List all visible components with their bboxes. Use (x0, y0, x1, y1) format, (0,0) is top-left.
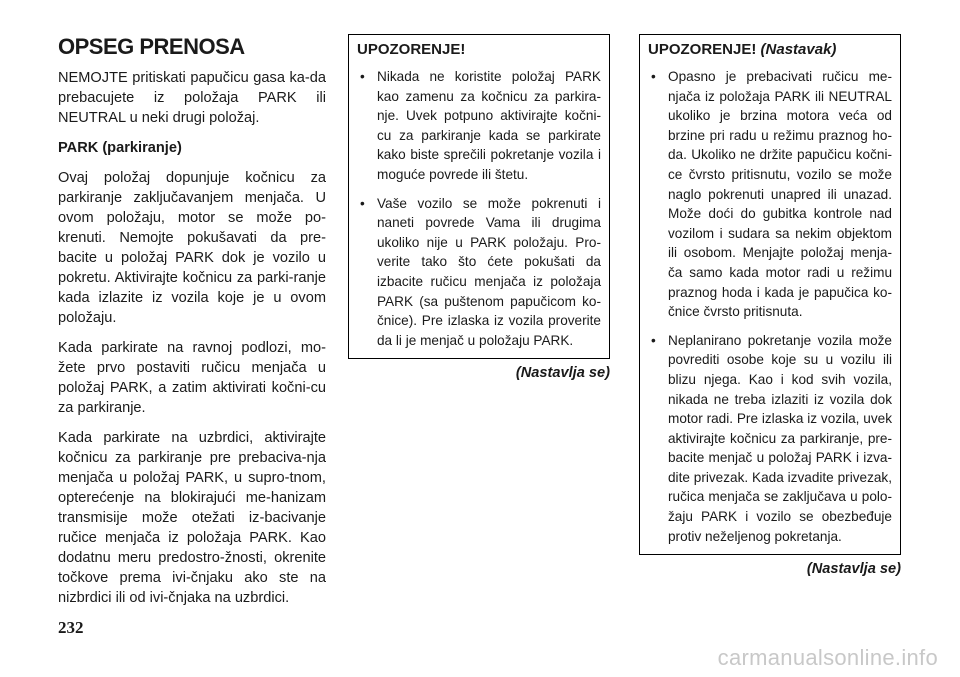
continued-note: (Nastavlja se) (515, 365, 610, 382)
intro-paragraph: NEMOJTE pritiskati papučicu gasa ka-da prebacujete iz položaja PARK ili NEUTRAL u neki drugi položaj. (58, 70, 326, 126)
warning-title (648, 39, 892, 61)
warning-list (648, 67, 892, 546)
warning-item (357, 194, 601, 351)
bullet-icon: • (360, 195, 365, 211)
left-column (58, 34, 326, 618)
continued-note: (Nastavlja se) (806, 561, 901, 578)
body-paragraph: Ovaj položaj dopunjuje kočnicu za parkiranje zaključavanjem menjača. U ovom položaju, motor se može po-krenuti. Nemojte pokušavati da pre-bacite u položaj PARK dok je vozilo u pokretu. Aktivirajte kočnicu za parki-ranje kada izlazite iz vozila koje je u ovom položaju. (58, 170, 326, 326)
warning-item-text: Neplanirano pokretanje vozila može povrediti osobe koje su u vozilu ili blizu njega. Kao i kod svih vozila, nikada ne treba izlaziti iz vozila dok motor radi. Pre izlaska iz vozila, uvek aktivirajte kočnicu za parkiranje, pre-bacite menjač u položaj PARK i izva-dite privezak. Kada izvadite privezak, ručica menjača se zaključava u polo-žaju PARK i vozilo se obezbeđuje protiv neželjenog pokretanja. (668, 332, 892, 544)
warning-box-continued (639, 34, 901, 555)
warning-title-suffix: (Nastavak) (760, 41, 837, 58)
middle-column (348, 34, 610, 383)
warning-item-text: Nikada ne koristite položaj PARK kao zamenu za kočnicu za parkira-nje. Uvek potpuno aktivirajte kočni-cu za parkiranje kada se parkirate kako biste sprečili pokretanje vozila i moguće povrede ili štetu. (377, 69, 601, 182)
bullet-icon: • (651, 332, 656, 348)
warning-title-text: UPOZORENJE! (357, 41, 466, 58)
warning-item (648, 67, 892, 322)
warning-title (357, 39, 601, 61)
bullet-icon: • (651, 69, 656, 84)
right-column (639, 34, 901, 579)
section-heading: OPSEG PRENOSA (58, 34, 245, 59)
body-paragraph: Kada parkirate na uzbrdici, aktivirajte kočnicu za parkiranje pre prebaciva-nja menjača u položaj PARK, u supro-tnom, opterećenje na blokirajući me-hanizam transmisije može otežati iz-bacivanje ručice menjača iz položaja PARK. Kao dodatnu meru predostro-žnosti, okrenite točkove prema ivi-čnjaku ako ste na nizbrdici ili od ivi-čnjaka na uzbrdici. (58, 430, 326, 606)
warning-list (357, 67, 601, 350)
warning-title-text: UPOZORENJE! (648, 41, 757, 58)
warning-item-text: Vaše vozilo se može pokrenuti i naneti povrede Vama ili drugima ukoliko nije u PARK položaju. Pro-verite tako što ćete pokušati da izbacite ručicu menjača iz položaja PARK (sa puštenom papučicom ko-čnice). Pre izlaska iz vozila proverite da li je menjač u položaju PARK. (377, 195, 601, 348)
warning-item-text: Opasno je prebacivati ručicu me-njača iz položaja PARK ili NEUTRAL ukoliko je brzina motora veća od brzine pri radu u režimu praznog ho-da. Ukoliko ne držite papučicu kočni-ce čvrsto pritisnutu, vozilo se može naglo pokrenuti unapred ili unazad. Može doći do gubitka kontrole nad vozilom i sudara sa nekim objektom ili osobom. Menjajte položaj menja-ča samo kada motor radi u režimu praznog hoda i kada je papučica ko-čnice čvrsto pritisnuta. (668, 69, 892, 320)
body-paragraph: Kada parkirate na ravnoj podlozi, mo-žete prvo postaviti ručicu menjača u položaj PARK, a zatim aktivirati kočni-cu za parkiranje. (58, 340, 326, 416)
bullet-icon: • (360, 69, 365, 84)
warning-box (348, 34, 610, 359)
warning-item (357, 67, 601, 185)
page-number: 232 (58, 618, 84, 637)
warning-item (648, 331, 892, 547)
park-subheading: PARK (parkiranje) (58, 140, 182, 156)
watermark: carmanualsonline.info (717, 645, 938, 670)
